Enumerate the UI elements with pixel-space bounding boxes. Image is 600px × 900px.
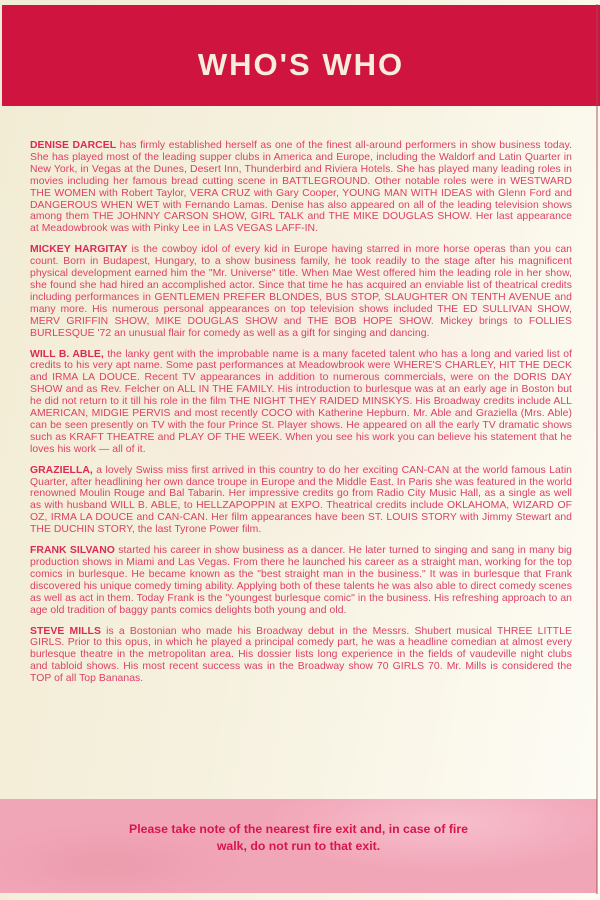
bio-section — [30, 140, 572, 694]
fire-notice-line2: walk, do not run to that exit. — [216, 839, 381, 853]
bio-paragraph — [30, 244, 572, 339]
bio-paragraph — [30, 465, 572, 536]
bio-name: MICKEY HARGITAY — [30, 244, 128, 256]
fire-notice-band — [0, 799, 597, 893]
bio-name: DENISE DARCEL — [30, 140, 117, 151]
bio-paragraph — [30, 626, 572, 686]
page-edge — [596, 4, 598, 894]
bio-name: WILL B. ABLE, — [30, 348, 104, 360]
bio-text: started his career in show business as a dancer. He later turned to singing and sang in many big production shows in Miami and Las Vegas. From there he launched his career as a straight man, working for the top comics in burlesque. He became known as the "best straight man in the business." It was in burlesque that Frank discovered his unique comedy timing ability. Applying both of these talents he was also able to direct comedy scenes as well as act in them. Today Frank is the "youngest burlesque comic" in the business. His refreshing approach to an age old tradition of baggy pants comics delights both young and old. — [30, 545, 573, 616]
bio-text: the lanky gent with the improbable name is a many faceted talent who has a long and varied list of credits to his very apt name. Some past performances at Meadowbrook were WHERE'S CHARLEY, HIT THE DECK and IRMA LA DOUCE. Recent TV appearances in addition to numerous commercials, were on the DORIS DAY SHOW and as Rev. Felcher on ALL IN THE FAMILY. His introduction to burlesque was at an early age in Boston but he did not return to it till his role in the film THE NIGHT THEY RAIDED MINSKYS. His Broadway credits include ALL AMERICAN, MIDGIE PERVIS and most recently COCO with Katherine Hepburn. Mr. Able and Graziella (Mrs. Able) can be seen presently on TV with the four Prince St. Player shows. He appeared on all the early TV dramatic shows such as KRAFT THEATRE and PLAY OF THE WEEK. When you see his work you can believe his statement that he loves his work — all of it. — [30, 348, 572, 455]
header-band — [2, 5, 600, 106]
bio-text: has firmly established herself as one of the finest all-around performers in show business today. She has played most of the leading supper clubs in America and Europe, including the Waldorf and Latin Quarter in New York, in Vegas at the Dunes, Desert Inn, Thunderbird and Riviera Hotels. She has played many leading roles in movies including her famous bread cutting scene in BATTLEGROUND. Other notable roles were in WESTWARD THE WOMEN with Robert Taylor, VERA CRUZ with Gary Cooper, YOUNG MAN WITH IDEAS with Glenn Ford and DANGEROUS WHEN WET with Fernando Lamas. Denise has also appeared on all of the leading television shows among them THE JOHNNY CARSON SHOW, GIRL TALK and THE MIKE DOUGLAS SHOW. Her last appearance at Meadowbrook was with Pinky Lee in LAS VEGAS LAFF-IN. — [30, 140, 573, 235]
bio-text: is a Bostonian who made his Broadway debut in the Messrs. Shubert musical THREE LITTLE GIRLS. Prior to this opus, in which he played a principal comedy part, he was a headline comedian at almost every burlesque theatre in the metropolitan area. His dossier lists long experience in the fields of vaudeville night clubs and tabloid shows. His most recent success was in the Broadway show 70 GIRLS 70. Mr. Mills is considered the TOP of all Top Bananas. — [30, 625, 572, 685]
fire-notice-line1: Please take note of the nearest fire exit and, in case of fire — [129, 822, 468, 836]
bio-text: a lovely Swiss miss first arrived in this country to do her exciting CAN-CAN at the world famous Latin Quarter, after headlining her own dance troupe in Europe and the Middle East. In Paris she was featured in the world renowned Moulin Rouge and Bal Tabarin. Her impressive credits go from Radio City Music Hall, as a single as well as with husband WILL B. ABLE, to HELLZAPOPPIN at EXPO. Theatrical credits include OKLAHOMA, WIZARD OF OZ, IRMA LA DOUCE and CAN-CAN. Her film appearances have been ST. LOUIS STORY with Jimmy Stewart and THE DUCHIN STORY, the last Tyrone Power film. — [30, 464, 573, 536]
bio-name: STEVE MILLS — [30, 625, 101, 637]
page-title: WHO'S WHO — [197, 47, 405, 82]
bio-paragraph — [30, 545, 572, 616]
bio-name: FRANK SILVANO — [30, 545, 115, 557]
bio-text: is the cowboy idol of every kid in Europe having starred in more horse operas than you can count. Born in Budapest, Hungary, to a show business family, he took readily to the stage after his magnificent physical development earned him the "Mr. Universe" title. When Mae West offered him the leading role in her show, she found she had hired an accomplished actor. Since that time he has acquired an enviable list of theatrical credits including performances in GENTLEMEN PREFER BLONDES, BUS STOP, SLAUGHTER ON TENTH AVENUE and many more. His numerous personal appearances on top television shows included THE ED SULLIVAN SHOW, MERV GRIFFIN SHOW, MIKE DOUGLAS SHOW and THE BOB HOPE SHOW. Mickey brings to FOLLIES BURLESQUE '72 an unusual flair for comedy as well as a gift for singing and dancing. — [30, 244, 573, 339]
bio-paragraph — [30, 349, 572, 456]
bio-paragraph — [30, 140, 572, 235]
bio-name: GRAZIELLA, — [30, 464, 93, 476]
